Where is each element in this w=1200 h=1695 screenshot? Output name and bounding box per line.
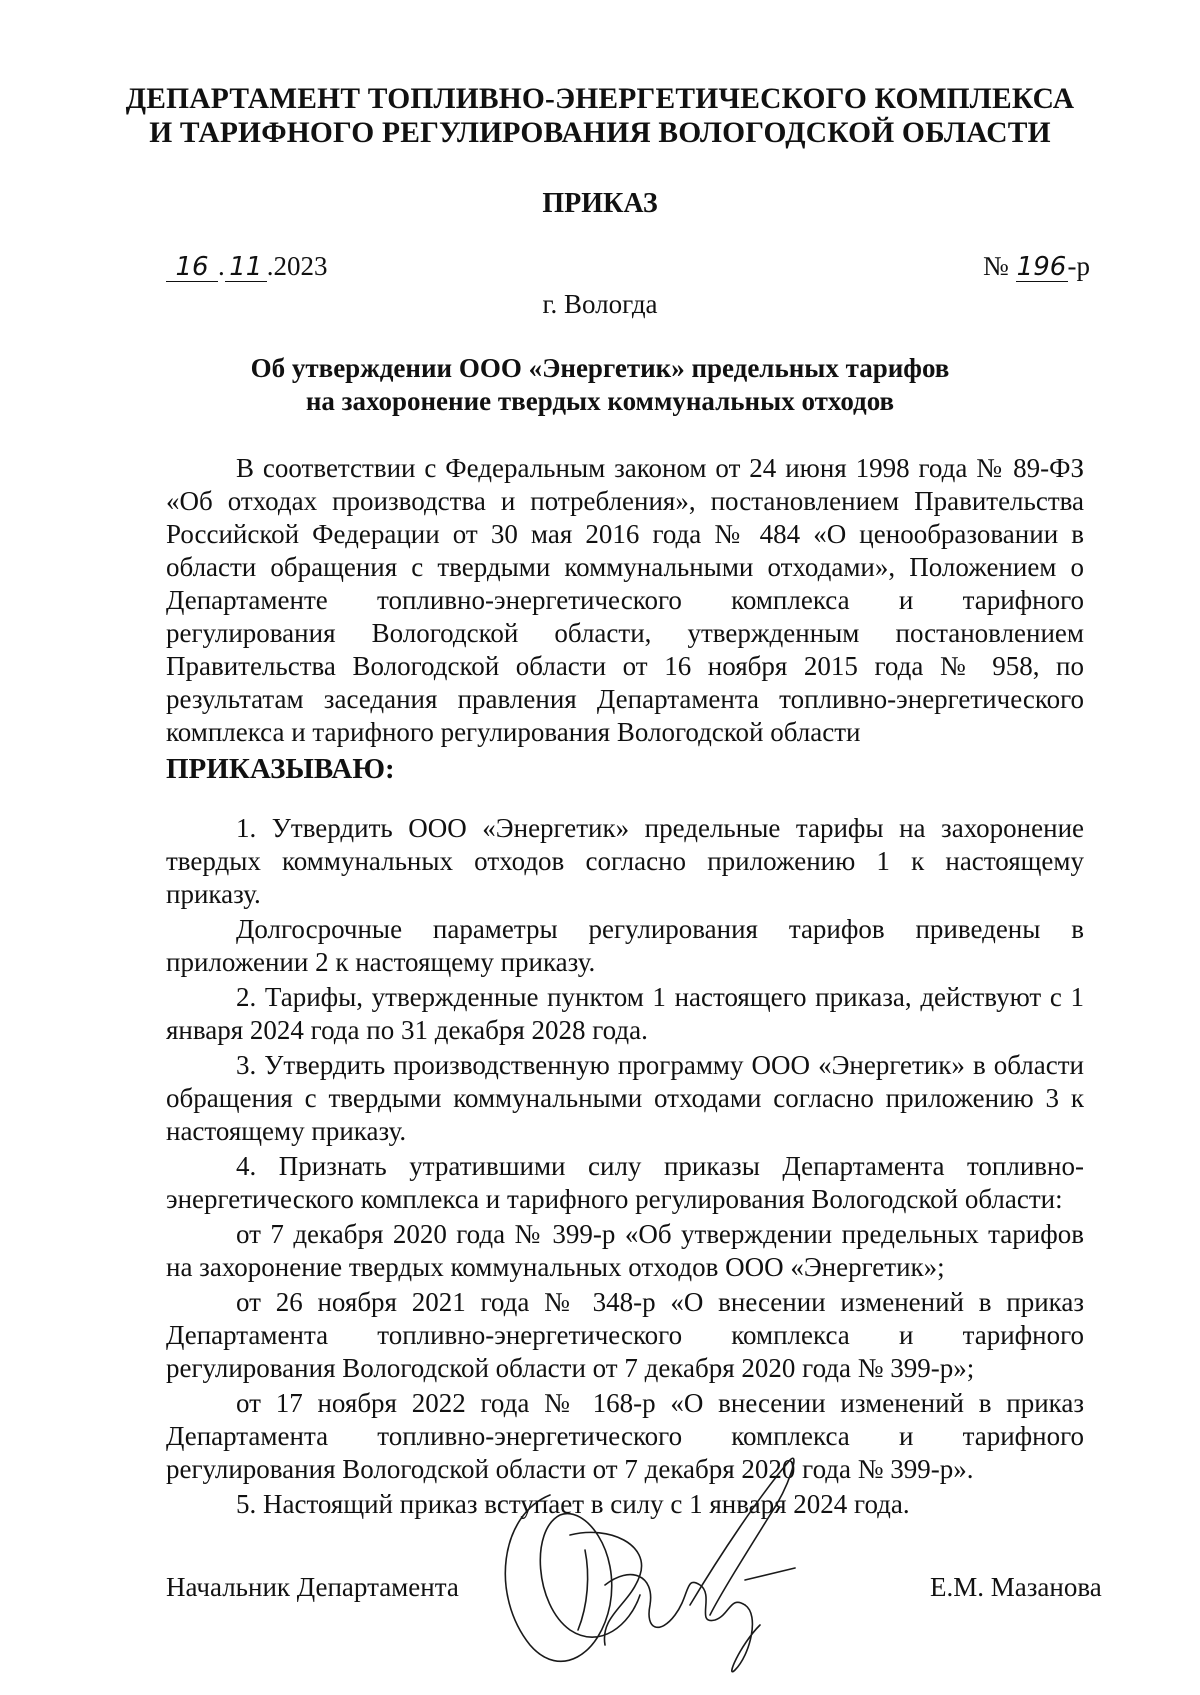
number-suffix: -р [1067, 251, 1090, 281]
date-day: 16 [166, 253, 218, 282]
order-number [983, 250, 1090, 282]
order-subject [160, 352, 1040, 418]
signatory-position: Начальник Департамента [166, 1572, 459, 1602]
preamble-paragraph: В соответствии с Федеральным законом от 24 июня 1998 года № 89-ФЗ «Об отходах производства и потребления», постановлением Правительства Российской Федерации от 30 мая 2016 года № 484 «О ценообразовании в области обращения с твердыми коммунальными отходами», Положением о Департаменте топливно-энергетического комплекса и тарифного регулирования Вологодской области, утвержденным постановлением Правительства Вологодской области от 16 ноября 2015 года № 958, по результатам заседания правления Департамента топливно-энергетического комплекса и тарифного регулирования Вологодской области [166, 453, 1084, 747]
item-3: 3. Утвердить производственную программу ООО «Энергетик» в области обращения с твердыми коммунальными отходами согласно приложению 3 к настоящему приказу. [166, 1050, 1084, 1146]
department-line-1: ДЕПАРТАМЕНТ ТОПЛИВНО-ЭНЕРГЕТИЧЕСКОГО КОМПЛЕКСА [125, 83, 1075, 115]
item-4-sub-2: от 26 ноября 2021 года № 348-р «О внесении изменений в приказ Департамента топливно-энергетического комплекса и тарифного регулирования Вологодской области от 7 декабря 2020 года № 399-р»; [166, 1287, 1084, 1383]
city: г. Вологда [542, 289, 658, 319]
item-4: 4. Признать утратившими силу приказы Департамента топливно-энергетического комплекса и тарифного регулирования Вологодской области: [166, 1151, 1084, 1214]
number-prefix: № [982, 251, 1009, 281]
subject-line-2: на захоронение твердых коммунальных отходов [305, 386, 895, 416]
orders-word: ПРИКАЗЫВАЮ: [166, 753, 395, 785]
date-year: .2023 [266, 251, 328, 281]
item-1-note: Долгосрочные параметры регулирования тарифов приведены в приложении 2 к настоящему приказу. [166, 914, 1084, 977]
signatory-name: Е.М. Мазанова [930, 1572, 1102, 1602]
item-1: 1. Утвердить ООО «Энергетик» предельные тарифы на захоронение твердых коммунальных отходов согласно приложению 1 к настоящему приказу. [166, 813, 1084, 909]
item-2: 2. Тарифы, утвержденные пунктом 1 настоящего приказа, действуют с 1 января 2024 года по 31 декабря 2028 года. [166, 982, 1084, 1045]
order-items [166, 812, 1084, 1523]
order-date [166, 250, 328, 282]
subject-line-1: Об утверждении ООО «Энергетик» предельных тарифов [250, 353, 950, 383]
item-4-sub-3: от 17 ноября 2022 года № 168-р «О внесении изменений в приказ Департамента топливно-энергетического комплекса и тарифного регулирования Вологодской области от 7 декабря 2020 года № 399-р». [166, 1388, 1084, 1484]
preamble [166, 452, 1084, 749]
date-month: 11 [225, 253, 267, 282]
item-5: 5. Настоящий приказ вступает в силу с 1 января 2024 года. [236, 1489, 910, 1519]
department-header [120, 82, 1080, 150]
department-line-2: И ТАРИФНОГО РЕГУЛИРОВАНИЯ ВОЛОГОДСКОЙ ОБЛАСТИ [149, 117, 1051, 149]
item-4-sub-1: от 7 декабря 2020 года № 399-р «Об утверждении предельных тарифов на захоронение твердых коммунальных отходов ООО «Энергетик»; [166, 1219, 1084, 1282]
handwritten-signature-icon [490, 1455, 860, 1685]
doc-type-title: ПРИКАЗ [542, 188, 658, 219]
number-value: 196 [1016, 252, 1067, 282]
date-separator: . [218, 251, 225, 281]
